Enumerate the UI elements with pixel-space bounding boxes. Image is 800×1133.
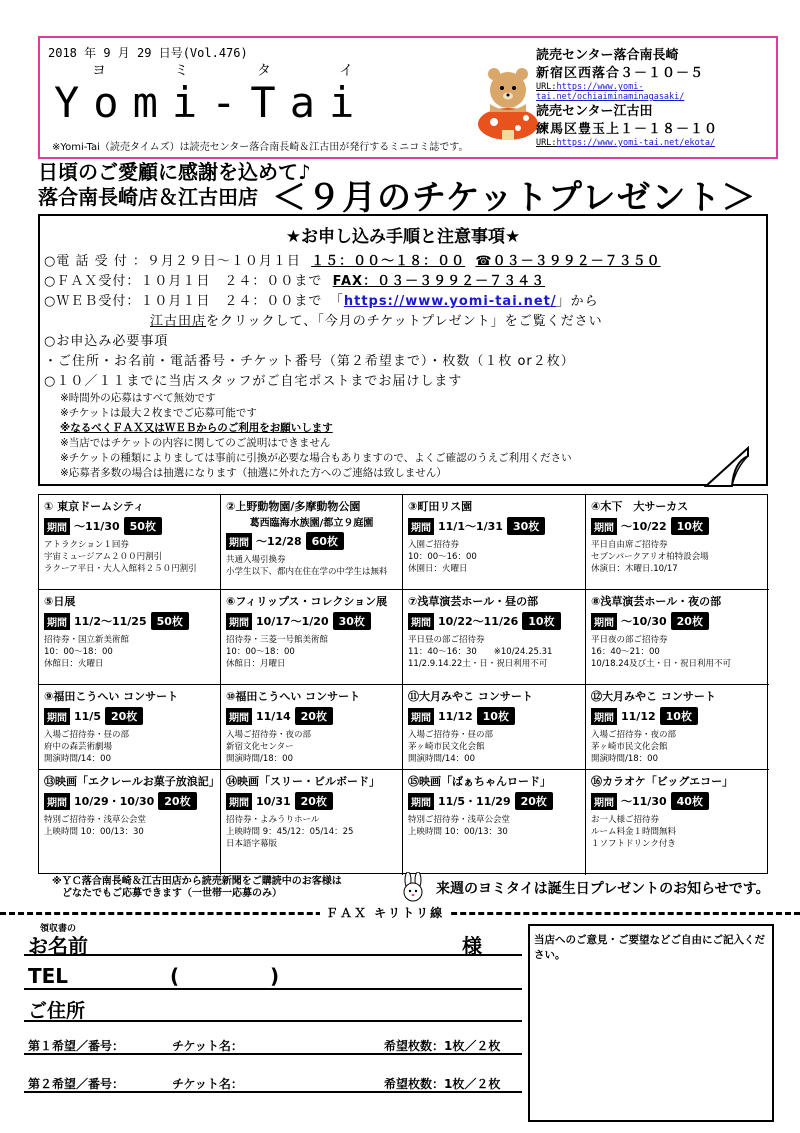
address-field[interactable]	[24, 994, 522, 1022]
ticket-name: ⑭映画「スリー・ビルボード」	[226, 775, 380, 788]
logo-text: Yomi-Tai	[54, 78, 369, 127]
period-value: ～10/30	[621, 615, 667, 628]
period-label: 期間	[408, 708, 434, 725]
rabbit-icon	[398, 872, 428, 904]
ticket-detail: 特別ご招待券・浅草公会堂 上映時間 10：00/13：30	[44, 815, 147, 837]
ticket-period	[226, 792, 397, 810]
ticket-name: ⑥フィリップス・コレクション展	[226, 595, 388, 608]
ticket-name: ④木下 大サーカス	[591, 500, 689, 513]
bear-mascot-icon	[470, 56, 546, 140]
ticket-cell	[586, 770, 769, 875]
required-heading: ○お申込み必要事項	[44, 334, 169, 349]
period-label: 期間	[226, 613, 252, 630]
url-label: URL:	[536, 82, 557, 92]
ticket-cell	[39, 590, 221, 685]
ticket-cell	[403, 495, 586, 590]
period-value: 10/22～11/26	[438, 615, 519, 628]
tel-field[interactable]	[24, 962, 522, 990]
ticket-name: ⑫大月みやこ コンサート	[591, 690, 716, 703]
page-curl-icon	[704, 446, 750, 490]
period-label: 期間	[44, 518, 70, 535]
ticket-detail: 特別ご招待券・浅草公会堂 上映時間 10：00/13：30	[408, 815, 511, 837]
comment-box[interactable]	[528, 924, 774, 1122]
ticket-period	[44, 612, 215, 630]
ticket-detail: 招待券・三菱一号館美術館 10：00～18：00 休館日：月曜日	[226, 635, 329, 669]
tel-label: TEL	[28, 964, 69, 988]
ticket-cell	[586, 685, 769, 770]
period-label: 期間	[408, 613, 434, 630]
period-label: 期間	[408, 793, 434, 810]
ticket-detail: 平日夜の部ご招待券 16：40～21：00 10/18.24及び土・日・祝日利用不可	[591, 635, 732, 669]
ticket-detail: 共通入場引換券 小学生以下、都内在住在学の中学生は無料	[226, 555, 388, 577]
delivery-notice: ○１０／１１までに当店スタッフがご自宅ポストまでお届けします	[44, 374, 463, 389]
name-field[interactable]	[24, 928, 522, 956]
period-value: 11/1～1/31	[438, 520, 503, 533]
procedure-box	[38, 214, 768, 486]
ticket-name: ⑯カラオケ「ビッグエコー」	[591, 775, 734, 788]
period-label: 期間	[591, 518, 617, 535]
ticket-period	[591, 517, 764, 535]
ticket-name: ① 東京ドームシティ	[44, 500, 145, 513]
ticket-detail: 平日昼の部ご招待券 11：40～16：30 ※10/24.25.31 11/2.9.14.22土・日・祝日利用不可	[408, 635, 553, 669]
period-value: 11/14	[256, 709, 291, 723]
ticket-period	[226, 532, 397, 550]
ticket-detail: 入場ご招待券・昼の部 府中の森芸術劇場 開演時間/14：00	[44, 730, 130, 764]
ticket-period	[408, 707, 580, 725]
period-label: 期間	[408, 518, 434, 535]
period-value: 10/31	[256, 794, 291, 808]
ticket-count-badge: 20枚	[158, 792, 196, 810]
required-items: ・ご住所・お名前・電話番号・チケット番号（第２希望まで）・枚数（１枚 or２枚）	[44, 354, 575, 369]
ticket-grid	[38, 494, 768, 874]
ticket-detail: 入場ご招待券・夜の部 茅ヶ崎市民文化会館 開演時間/18：00	[591, 730, 677, 764]
note-item: ※チケットの種類によりましては事前に引換が必要な場合もありますので、よくご確認のうえご利用ください	[60, 452, 572, 464]
period-label: 期間	[44, 793, 70, 810]
name-label: お名前	[28, 934, 88, 958]
period-label: 期間	[226, 793, 252, 810]
ticket-name: ⑨福田こうへい コンサート	[44, 690, 179, 703]
ticket-cell	[221, 590, 403, 685]
ticket-name: ⑦浅草演芸ホール・昼の部	[408, 595, 539, 608]
subscriber-footnote: ※ＹＣ落合南長崎＆江古田店から読売新聞をご購読中のお客様は どなたでもご応募できます（一世帯一応募のみ）	[52, 876, 342, 899]
ticket-period	[226, 707, 397, 725]
ekota-store-link[interactable]: 江古田店	[150, 314, 207, 329]
ticket-cell	[403, 590, 586, 685]
ticket-name: ⑪大月みやこ コンサート	[408, 690, 533, 703]
thanks-line-2: 落合南長崎店＆江古田店	[38, 185, 258, 209]
ticket-detail: 入園ご招待券 10：00～16：00 休園日：火曜日	[408, 540, 477, 574]
ticket-period	[591, 792, 764, 810]
ticket-count-badge: 10枚	[671, 517, 709, 535]
ticket-count-badge: 20枚	[295, 707, 333, 725]
thanks-heading	[38, 160, 311, 210]
period-value: 11/12	[621, 709, 656, 723]
ticket-count-badge: 20枚	[295, 792, 333, 810]
ticket-period	[44, 792, 215, 810]
choice2-label: 第２希望／番号：	[28, 1077, 125, 1091]
branch-url-ekota[interactable]	[536, 138, 715, 148]
receipt-label: 領収書の	[40, 924, 77, 934]
period-value: 11/12	[438, 709, 473, 723]
ticket-detail: お一人様ご招待券 ルーム料金１時間無料 １ソフトドリンク付き	[591, 815, 677, 849]
web-instruction-text: をクリックして、「今月のチケットプレゼント」をご覧ください	[206, 314, 603, 329]
ticket-count-badge: 10枚	[477, 707, 515, 725]
ticket-name-line-2: 葛西臨海水族園/都立９庭園	[249, 518, 374, 529]
ticket-cell	[39, 770, 221, 875]
ticket-name: ⑤日展	[44, 595, 76, 608]
branch-address-ochiai: 新宿区西落合３－１０－５	[536, 66, 705, 81]
url-link[interactable]: https://www.yomi-tai.net/ekota/	[556, 138, 716, 148]
period-value: ～11/30	[74, 520, 120, 533]
period-label: 期間	[44, 708, 70, 725]
ticket-count-badge: 30枚	[507, 517, 545, 535]
note-item: ※当店ではチケットの内容に関してのご説明はできません	[60, 437, 331, 449]
ticket-detail: 入場ご招待券・昼の部 茅ヶ崎市民文化会館 開演時間/14：00	[408, 730, 494, 764]
period-value: 11/5	[74, 709, 101, 723]
branch-name-ochiai: 読売センター落合南長崎	[536, 48, 679, 63]
ticket-period	[408, 792, 580, 810]
ticket-count-badge: 10枚	[660, 707, 698, 725]
ticket-cell	[221, 495, 403, 590]
note-item: ※応募者多数の場合は抽選になります（抽選に外れた方へのご連絡は致しません）	[60, 467, 447, 479]
address-label: ご住所	[28, 1000, 86, 1022]
web-url-link[interactable]: https://www.yomi-tai.net/	[343, 294, 557, 309]
choice2-count-label: 希望枚数：1枚／２枚	[384, 1077, 501, 1091]
web-reception	[44, 290, 599, 309]
comment-prompt: 当店へのご意見・ご要望などご自由にご記入ください。	[534, 934, 765, 961]
url-link[interactable]: https://www.yomi-tai.net/ochiaiminaminagasaki/	[536, 82, 685, 102]
logo-ruby: ヨ ミ タ イ	[92, 63, 384, 79]
note-item: ※なるべくＦＡＸ又はＷＥＢからのご利用をお願いします	[60, 422, 333, 434]
masthead-tagline: ※Yomi-Tai（読売タイムズ）は読売センター落合南長崎＆江古田が発行するミニコミ誌です。	[52, 142, 469, 153]
ticket-cell	[403, 770, 586, 875]
ticket-cell	[403, 685, 586, 770]
ticket-count-badge: 50枚	[151, 612, 189, 630]
ticket-count-badge: 40枚	[671, 792, 709, 810]
period-label: 期間	[591, 708, 617, 725]
period-value: 11/5・11/29	[438, 795, 511, 808]
ticket-period	[591, 707, 764, 725]
web-label: ○ＷＥＢ受付：１０月１日 ２４：００まで 「	[44, 294, 344, 309]
ticket-count-badge: 20枚	[671, 612, 709, 630]
thanks-line-1: 日頃のご愛顧に感謝を込めて♪	[38, 160, 311, 184]
ticket-name: ⑬映画「エクレールお菓子放浪記」	[44, 775, 220, 788]
ticket-period	[591, 612, 764, 630]
choice2-field[interactable]	[24, 1074, 522, 1093]
ticket-count-badge: 60枚	[306, 532, 344, 550]
ticket-name: ②上野動物園/多摩動物公園	[226, 500, 361, 513]
ticket-name: ⑩福田こうへい コンサート	[226, 690, 361, 703]
ticket-period	[44, 707, 215, 725]
choice2-ticket-label: チケット名：	[172, 1077, 243, 1091]
tel-close-paren: )	[270, 964, 280, 988]
ticket-count-badge: 30枚	[333, 612, 371, 630]
choice1-ticket-label: チケット名：	[172, 1039, 243, 1053]
ticket-cell	[221, 685, 403, 770]
ticket-count-badge: 10枚	[522, 612, 560, 630]
ticket-detail: 入場ご招待券・夜の部 新宿文化センター 開演時間/18：00	[226, 730, 312, 764]
period-value: 10/29・10/30	[74, 795, 155, 808]
choice1-field[interactable]	[24, 1036, 522, 1055]
ticket-name: ③町田リス園	[408, 500, 473, 513]
period-label: 期間	[44, 613, 70, 630]
note-item: ※時間外の応募はすべて無効です	[60, 392, 216, 404]
period-label: 期間	[226, 533, 252, 550]
fax-cut-label: ＦＡＸ キリトリ線	[320, 904, 450, 921]
url-label: URL:	[536, 138, 557, 148]
web-suffix: 」から	[556, 294, 599, 309]
ticket-cell	[39, 495, 221, 590]
ticket-period	[408, 517, 580, 535]
phone-time: １５：００～１８：００	[311, 254, 466, 269]
fax-reception	[44, 270, 545, 289]
branch-url-ochiai[interactable]	[536, 82, 776, 102]
ticket-name: ⑮映画「ばぁちゃんロード」	[408, 775, 551, 788]
ticket-count-badge: 50枚	[124, 517, 162, 535]
ticket-count-badge: 20枚	[515, 792, 553, 810]
next-week-notice: 来週のヨミタイは誕生日プレゼントのお知らせです。	[436, 881, 770, 897]
phone-label: ○電 話 受 付 ：９月２９日～１０月１日	[44, 254, 301, 269]
web-instruction	[150, 310, 603, 329]
period-label: 期間	[591, 793, 617, 810]
ticket-detail: 招待券・よみうりホール 上映時間 9：45/12：05/14：25 日本語字幕版	[226, 815, 354, 849]
period-value: ～12/28	[256, 535, 302, 548]
branch-name-ekota: 読売センター江古田	[536, 104, 653, 119]
ticket-period	[44, 517, 215, 535]
ticket-name: ⑧浅草演芸ホール・夜の部	[591, 595, 722, 608]
ticket-cell	[586, 495, 769, 590]
fax-label: ○ＦＡＸ受付：１０月１日 ２４：００まで	[44, 274, 323, 289]
note-item: ※チケットは最大２枚までご応募可能です	[60, 407, 257, 419]
period-label: 期間	[226, 708, 252, 725]
procedure-heading: ★お申し込み手順と注意事項★	[285, 227, 521, 247]
period-value: 10/17～1/20	[256, 615, 329, 628]
choice1-count-label: 希望枚数：1枚／２枚	[384, 1039, 501, 1053]
ticket-cell	[586, 590, 769, 685]
choice1-label: 第１希望／番号：	[28, 1039, 125, 1053]
tel-open-paren: (	[170, 964, 180, 988]
phone-number: ☎０３－３９９２－７３５０	[475, 254, 661, 269]
period-label: 期間	[591, 613, 617, 630]
issue-date: 2018 年 9 月 29 日号(Vol.476)	[48, 46, 248, 60]
ticket-detail: アトラクション１回券 宇宙ミュージアム２００円割引 ラクーア平日・大人入館料２５０円割引	[44, 540, 197, 574]
ticket-count-badge: 20枚	[105, 707, 143, 725]
period-value: 11/2～11/25	[74, 615, 147, 628]
ticket-period	[408, 612, 580, 630]
page-title: ＜９月のチケットプレゼント＞	[272, 178, 757, 218]
ticket-detail: 平日自由席ご招待券 セブンパークアリオ柏特設会場 休演日：木曜日.10/17	[591, 540, 709, 574]
ticket-period	[226, 612, 397, 630]
phone-reception	[44, 250, 661, 269]
masthead	[38, 36, 778, 159]
ticket-detail: 招待券・国立新美術館 10：00～18：00 休館日：火曜日	[44, 635, 130, 669]
branch-address-ekota: 練馬区豊玉上１－１８－１０	[536, 122, 719, 137]
period-value: ～10/22	[621, 520, 667, 533]
ticket-cell	[221, 770, 403, 875]
period-value: ～11/30	[621, 795, 667, 808]
sama-label: 様	[462, 934, 482, 958]
ticket-cell	[39, 685, 221, 770]
fax-number: FAX：０３－３９９２－７３４３	[332, 274, 546, 289]
